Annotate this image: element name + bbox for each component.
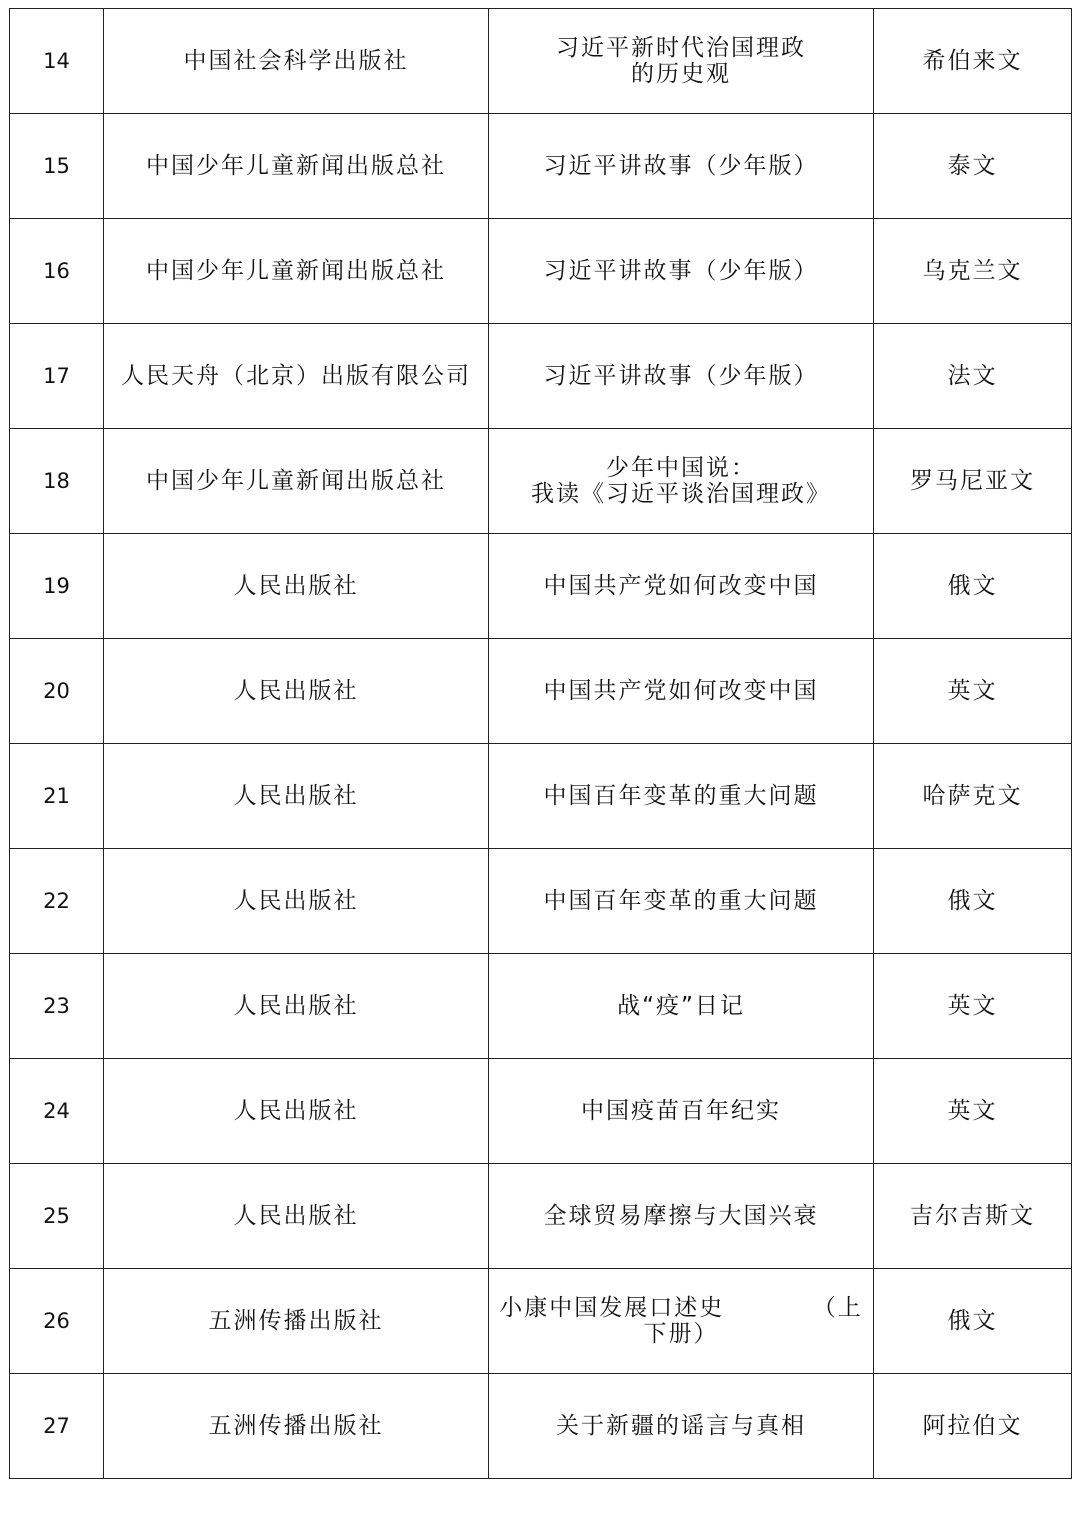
row-number-cell bbox=[10, 1269, 104, 1374]
row-number-cell bbox=[10, 639, 104, 744]
row-number-cell bbox=[10, 1374, 104, 1479]
row-number: 14 bbox=[43, 49, 70, 73]
row-number-cell bbox=[10, 429, 104, 534]
row-number: 16 bbox=[43, 259, 70, 283]
book-title-cell bbox=[489, 744, 874, 849]
row-number-cell bbox=[10, 954, 104, 1059]
language-cell bbox=[874, 744, 1072, 849]
book-title-cell bbox=[489, 849, 874, 954]
language-name: 俄文 bbox=[947, 888, 998, 914]
book-title-line: 习近平讲故事（少年版） bbox=[543, 153, 819, 179]
row-number: 20 bbox=[43, 679, 70, 703]
book-title-line: 关于新疆的谣言与真相 bbox=[556, 1413, 806, 1439]
language-cell bbox=[874, 114, 1072, 219]
publisher-cell bbox=[104, 1374, 489, 1479]
row-number: 24 bbox=[43, 1099, 70, 1123]
publisher-cell bbox=[104, 639, 489, 744]
language-name: 俄文 bbox=[947, 1308, 998, 1334]
publisher-cell bbox=[104, 114, 489, 219]
language-name: 罗马尼亚文 bbox=[910, 468, 1035, 494]
book-title-line: 战“疫”日记 bbox=[617, 993, 745, 1019]
table-row bbox=[10, 849, 1072, 954]
table-row bbox=[10, 954, 1072, 1059]
book-title-line: 的历史观 bbox=[631, 61, 731, 87]
publisher-name: 五洲传播出版社 bbox=[208, 1413, 384, 1439]
language-name: 哈萨克文 bbox=[922, 783, 1023, 809]
table-body bbox=[10, 9, 1072, 1479]
row-number: 18 bbox=[43, 469, 70, 493]
language-name: 英文 bbox=[947, 678, 998, 704]
book-title-line: 习近平讲故事（少年版） bbox=[543, 258, 819, 284]
publisher-name: 中国社会科学出版社 bbox=[183, 48, 409, 74]
publisher-cell bbox=[104, 954, 489, 1059]
language-cell bbox=[874, 219, 1072, 324]
publisher-cell bbox=[104, 744, 489, 849]
row-number: 25 bbox=[43, 1204, 70, 1228]
book-title-line: 习近平新时代治国理政 bbox=[556, 35, 806, 61]
publisher-name: 人民出版社 bbox=[233, 888, 359, 914]
book-title-cell bbox=[489, 219, 874, 324]
language-cell bbox=[874, 9, 1072, 114]
book-title-line: 中国共产党如何改变中国 bbox=[543, 573, 819, 599]
table-row bbox=[10, 1269, 1072, 1374]
table-row bbox=[10, 1374, 1072, 1479]
book-title-line: 中国百年变革的重大问题 bbox=[543, 783, 819, 809]
row-number: 27 bbox=[43, 1414, 70, 1438]
publisher-name: 人民天舟（北京）出版有限公司 bbox=[121, 363, 471, 389]
publisher-name: 人民出版社 bbox=[233, 1098, 359, 1124]
row-number-cell bbox=[10, 9, 104, 114]
publisher-cell bbox=[104, 1164, 489, 1269]
publisher-name: 人民出版社 bbox=[233, 783, 359, 809]
language-name: 阿拉伯文 bbox=[922, 1413, 1023, 1439]
language-name: 泰文 bbox=[947, 153, 998, 179]
row-number-cell bbox=[10, 744, 104, 849]
book-title-cell bbox=[489, 1374, 874, 1479]
book-title-line: 下册） bbox=[643, 1321, 719, 1347]
publisher-cell bbox=[104, 1269, 489, 1374]
book-title-line: 中国共产党如何改变中国 bbox=[543, 678, 819, 704]
table-row bbox=[10, 324, 1072, 429]
publisher-name: 人民出版社 bbox=[233, 678, 359, 704]
row-number: 17 bbox=[43, 364, 70, 388]
publisher-cell bbox=[104, 429, 489, 534]
language-cell bbox=[874, 849, 1072, 954]
row-number: 21 bbox=[43, 784, 70, 808]
publisher-cell bbox=[104, 1059, 489, 1164]
publisher-name: 中国少年儿童新闻出版总社 bbox=[146, 468, 446, 494]
language-cell bbox=[874, 954, 1072, 1059]
publication-table bbox=[9, 8, 1072, 1479]
row-number-cell bbox=[10, 849, 104, 954]
language-name: 英文 bbox=[947, 1098, 998, 1124]
publisher-cell bbox=[104, 219, 489, 324]
language-cell bbox=[874, 639, 1072, 744]
book-title-cell bbox=[489, 534, 874, 639]
language-cell bbox=[874, 1059, 1072, 1164]
publisher-name: 人民出版社 bbox=[233, 573, 359, 599]
row-number: 26 bbox=[43, 1309, 70, 1333]
publisher-cell bbox=[104, 9, 489, 114]
language-name: 希伯来文 bbox=[922, 48, 1023, 74]
book-title-line: 我读《习近平谈治国理政》 bbox=[531, 481, 831, 507]
book-title-line: 全球贸易摩擦与大国兴衰 bbox=[543, 1203, 819, 1229]
book-title-cell bbox=[489, 1269, 874, 1374]
table-row bbox=[10, 1164, 1072, 1269]
book-title-cell bbox=[489, 114, 874, 219]
language-cell bbox=[874, 1164, 1072, 1269]
book-title-line: 中国百年变革的重大问题 bbox=[543, 888, 819, 914]
book-title-cell bbox=[489, 429, 874, 534]
book-title-line: 习近平讲故事（少年版） bbox=[543, 363, 819, 389]
book-title-cell bbox=[489, 954, 874, 1059]
publisher-cell bbox=[104, 534, 489, 639]
language-cell bbox=[874, 534, 1072, 639]
row-number: 15 bbox=[43, 154, 70, 178]
table-row bbox=[10, 114, 1072, 219]
publisher-name: 中国少年儿童新闻出版总社 bbox=[146, 258, 446, 284]
row-number-cell bbox=[10, 114, 104, 219]
publisher-cell bbox=[104, 849, 489, 954]
publisher-cell bbox=[104, 324, 489, 429]
row-number: 19 bbox=[43, 574, 70, 598]
publisher-name: 人民出版社 bbox=[233, 993, 359, 1019]
row-number-cell bbox=[10, 219, 104, 324]
table-row bbox=[10, 429, 1072, 534]
row-number: 22 bbox=[43, 889, 70, 913]
book-title-line: 少年中国说： bbox=[606, 455, 756, 481]
book-title-cell bbox=[489, 324, 874, 429]
row-number-cell bbox=[10, 324, 104, 429]
table-row bbox=[10, 219, 1072, 324]
language-cell bbox=[874, 1269, 1072, 1374]
table-row bbox=[10, 1059, 1072, 1164]
book-title-line: 中国疫苗百年纪实 bbox=[581, 1098, 781, 1124]
language-name: 英文 bbox=[947, 993, 998, 1019]
table-row bbox=[10, 639, 1072, 744]
book-title-cell bbox=[489, 1059, 874, 1164]
language-cell bbox=[874, 429, 1072, 534]
row-number-cell bbox=[10, 1059, 104, 1164]
language-name: 法文 bbox=[947, 363, 998, 389]
publisher-name: 五洲传播出版社 bbox=[208, 1308, 384, 1334]
language-cell bbox=[874, 324, 1072, 429]
publisher-name: 中国少年儿童新闻出版总社 bbox=[146, 153, 446, 179]
book-title-cell bbox=[489, 639, 874, 744]
book-title-cell bbox=[489, 1164, 874, 1269]
publisher-name: 人民出版社 bbox=[233, 1203, 359, 1229]
language-name: 乌克兰文 bbox=[922, 258, 1023, 284]
table-row bbox=[10, 744, 1072, 849]
row-number-cell bbox=[10, 534, 104, 639]
language-cell bbox=[874, 1374, 1072, 1479]
row-number-cell bbox=[10, 1164, 104, 1269]
table-row bbox=[10, 534, 1072, 639]
language-name: 吉尔吉斯文 bbox=[910, 1203, 1035, 1229]
language-name: 俄文 bbox=[947, 573, 998, 599]
row-number: 23 bbox=[43, 994, 70, 1018]
table-row bbox=[10, 9, 1072, 114]
book-title-line: 小康中国发展口述史 （上 bbox=[499, 1295, 863, 1321]
book-title-cell bbox=[489, 9, 874, 114]
